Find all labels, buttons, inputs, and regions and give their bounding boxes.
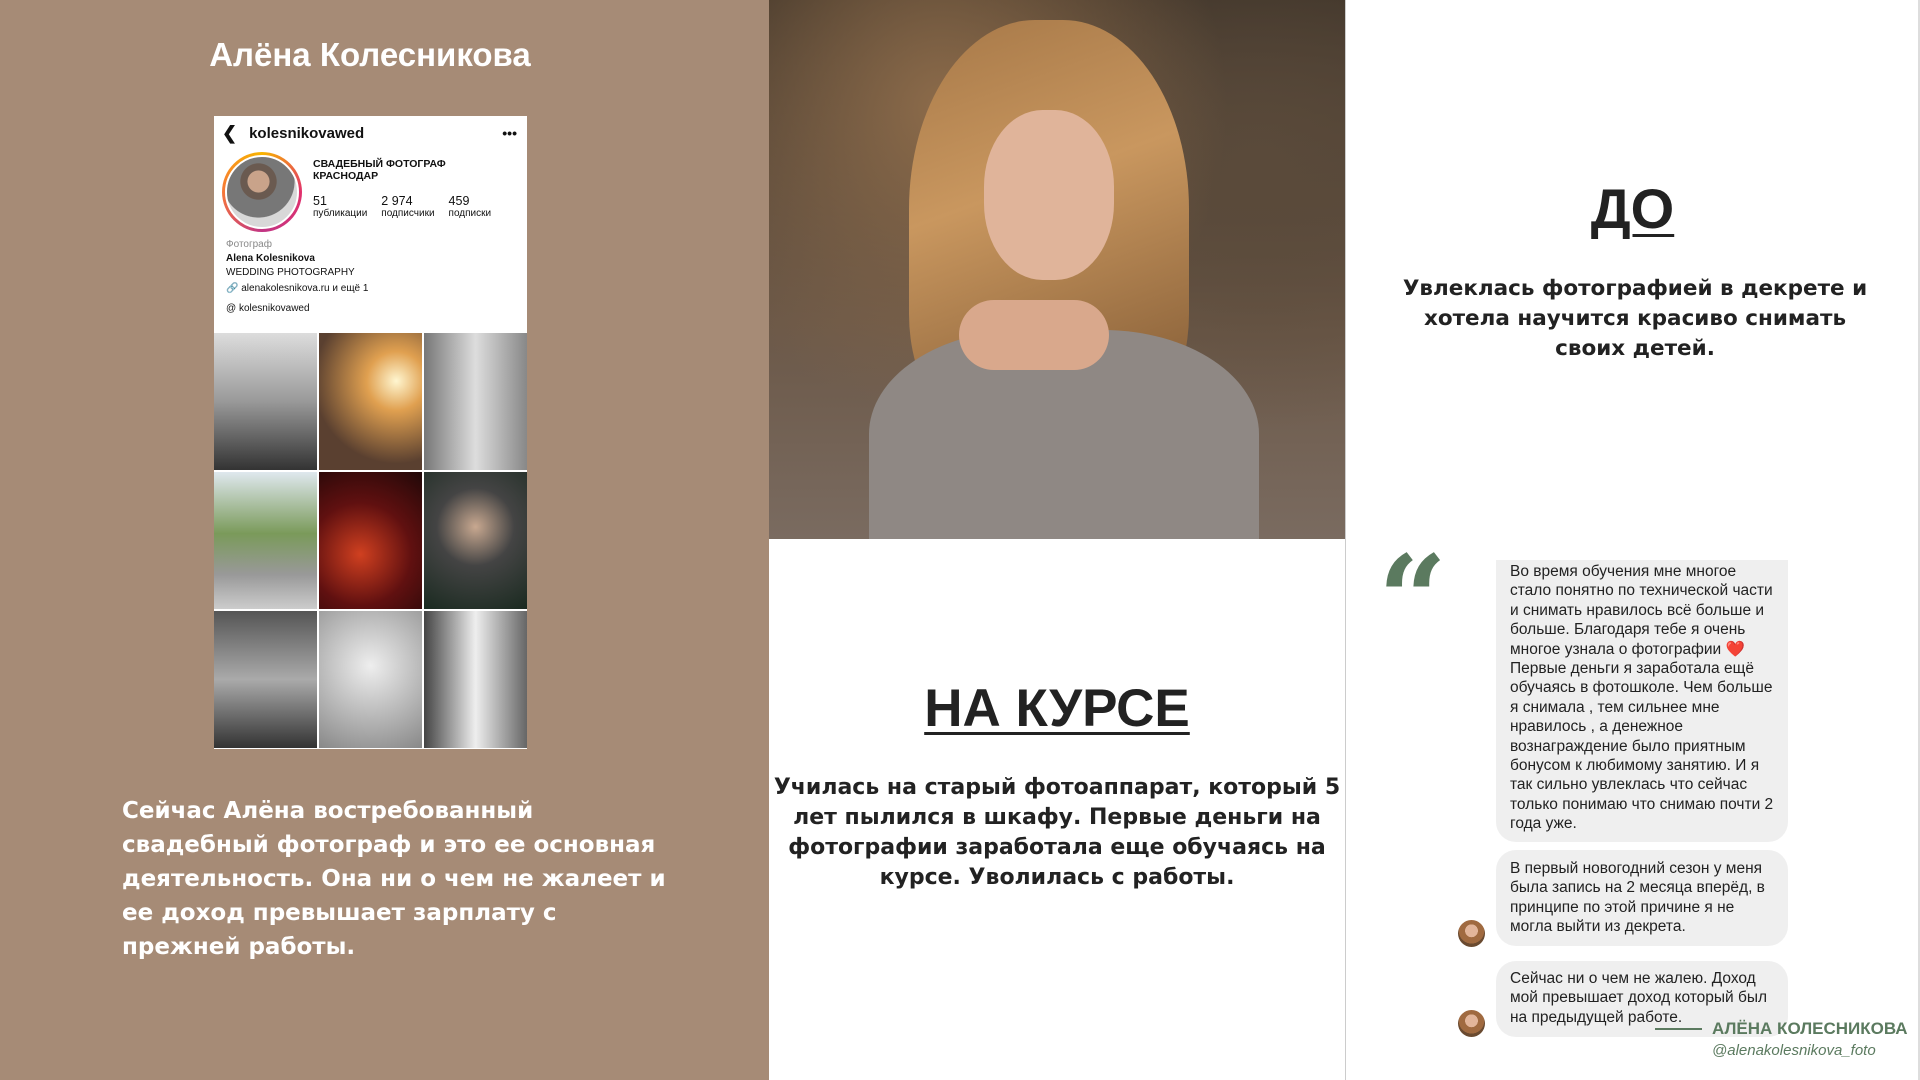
photo-grid [214,333,527,748]
signature-line [1655,1028,1702,1030]
grid-photo [424,333,527,470]
profile-threads: kolesnikovawed [238,303,310,314]
profile-bio [226,238,368,316]
stat-value: 51 [313,194,327,208]
back-icon: ❮ [222,122,238,143]
column-divider [1345,0,1346,1080]
instagram-profile-screenshot [214,116,527,749]
sender-avatar [1458,1010,1485,1037]
profile-link: alenakolesnikova.ru и ещё 1 [241,283,369,294]
sender-avatar [1458,920,1485,947]
message-bubble: Сейчас ни о чем не жалею. Доход мой превышает доход который был на предыдущей работе. [1496,961,1788,1037]
grid-photo [214,333,317,470]
grid-photo [319,472,422,609]
profile-stats [313,194,491,219]
grid-photo [319,333,422,470]
quote-icon: “ [1378,529,1448,670]
grid-photo [214,472,317,609]
message-bubble: Во время обучения мне многое стало понятно по технической части и снимать нравилось всё больше и больше. Благодаря тебе я очень многое узнала о фотографии ❤️ Первые деньги я заработала ещё обучаясь в фотошколе. Чем больше я снимала , тем сильнее мне нравилось , а денежное вознаграждение было приятным бонусом к любимому занятию. И я так сильно увлеклась что сейчас только понимаю что снимаю почти 2 года уже. [1496,560,1788,842]
grid-photo [424,611,527,748]
stat-value: 459 [448,194,470,208]
stat-value: 2 974 [381,194,413,208]
signature-name: АЛЁНА КОЛЕСНИКОВА [1712,1019,1908,1038]
profile-name: Alena Kolesnikova [226,253,315,264]
avatar [222,152,302,232]
left-panel [0,0,769,1080]
profile-bio-text: WEDDING PHOTOGRAPHY [226,267,355,278]
result-description: Сейчас Алёна востребованный свадебный фотограф и это ее основная деятельность. Она ни о чем не жалеет и ее доход превышает зарплату с прежней работы. [122,798,666,960]
profile-headline: СВАДЕБНЫЙ ФОТОГРАФ КРАСНОДАР [313,158,446,182]
course-heading: НА КУРСЕ [924,679,1190,738]
before-heading: ДО [1590,177,1675,240]
link-icon: 🔗 [226,283,239,294]
course-text: Училась на старый фотоаппарат, который 5 лет пылился в шкафу. Первые деньги на фотографии заработала еще обучаясь на курсе. Уволилась с работы. [773,775,1341,890]
more-icon: ••• [502,125,517,141]
stat-label: публикации [313,208,368,219]
grid-photo [319,611,422,748]
message-bubble: В первый новогодний сезон у меня была запись на 2 месяца вперёд, в принципе по этой причине я не могла выйти из декрета. [1496,850,1788,946]
threads-icon: @ [226,303,237,314]
profile-username: kolesnikovawed [249,124,365,142]
profile-category: Фотограф [226,239,272,250]
grid-photo [214,611,317,748]
stat-label: подписки [448,208,492,219]
grid-photo [424,472,527,609]
stat-label: подписчики [381,208,435,219]
portrait-photo [769,0,1345,539]
page-title: Алёна Колесникова [209,36,531,73]
signature-handle: @alenakolesnikova_foto [1712,1042,1876,1059]
before-text: Увлеклась фотографией в декрете и хотела научится красиво снимать своих детей. [1402,276,1868,361]
